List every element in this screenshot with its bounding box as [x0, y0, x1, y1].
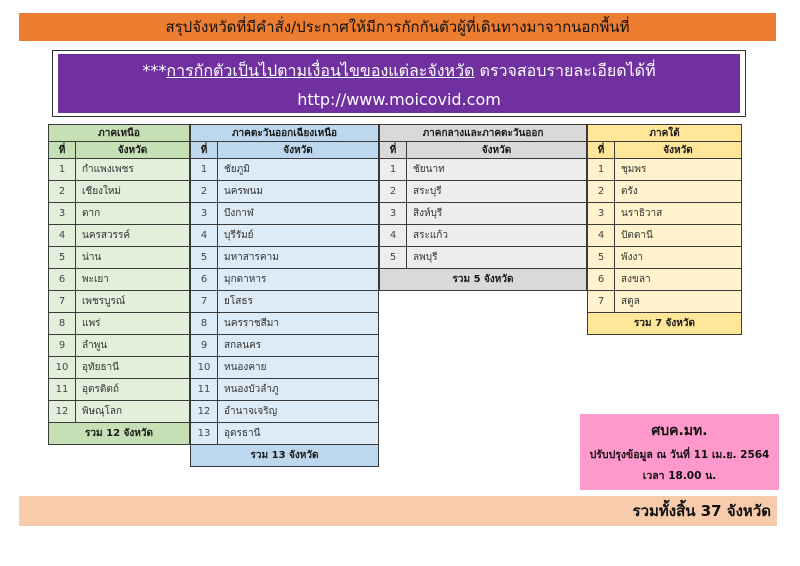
- row-number: 1: [191, 159, 218, 181]
- update-date: ปรับปรุงข้อมูล ณ วันที่ 11 เม.ย. 2564: [589, 449, 770, 461]
- province-name: สิงห์บุรี: [407, 203, 587, 225]
- province-name: บุรีรัมย์: [218, 225, 379, 247]
- table-row: [191, 335, 379, 357]
- row-number: 8: [191, 313, 218, 335]
- table-row: [191, 401, 379, 423]
- province-name: นครสวรรค์: [76, 225, 190, 247]
- row-number: 1: [49, 159, 76, 181]
- table-row: [49, 247, 190, 269]
- table-row: [588, 203, 742, 225]
- row-number: 12: [191, 401, 218, 423]
- province-name: สงขลา: [615, 269, 742, 291]
- table-row: [588, 269, 742, 291]
- province-name: ตาก: [76, 203, 190, 225]
- province-name: ปัตตานี: [615, 225, 742, 247]
- province-name: สระบุรี: [407, 181, 587, 203]
- page-title: สรุปจังหวัดที่มีคำสั่ง/ประกาศให้มีการกักกันตัวผู้ที่เดินทางมาจากนอกพื้นที่: [165, 18, 630, 36]
- row-number: 2: [380, 181, 407, 203]
- table-row: [191, 423, 379, 445]
- table-row: [588, 291, 742, 313]
- row-number: 5: [380, 247, 407, 269]
- table-central-east-region: [379, 124, 587, 291]
- table-row: [49, 357, 190, 379]
- row-number: 2: [191, 181, 218, 203]
- row-number: 12: [49, 401, 76, 423]
- table-row: [191, 203, 379, 225]
- col-header-number: ที่: [49, 142, 76, 159]
- row-number: 6: [191, 269, 218, 291]
- province-name: กำแพงเพชร: [76, 159, 190, 181]
- province-name: อุตรดิตถ์: [76, 379, 190, 401]
- row-number: 11: [191, 379, 218, 401]
- col-header-number: ที่: [191, 142, 218, 159]
- row-number: 6: [49, 269, 76, 291]
- page-title-banner: [19, 13, 776, 41]
- province-name: ลำพูน: [76, 335, 190, 357]
- table-row: [49, 379, 190, 401]
- table-row: [380, 203, 587, 225]
- grand-total: รวมทั้งสิ้น 37 จังหวัด: [632, 502, 771, 520]
- province-name: บึงกาฬ: [218, 203, 379, 225]
- region-total: รวม 12 จังหวัด: [49, 423, 190, 445]
- table-row: [191, 379, 379, 401]
- province-name: ชัยนาท: [407, 159, 587, 181]
- region-total: รวม 5 จังหวัด: [380, 269, 587, 291]
- row-number: 6: [588, 269, 615, 291]
- province-name: เพชรบูรณ์: [76, 291, 190, 313]
- notice-frame: [52, 50, 746, 117]
- row-number: 9: [191, 335, 218, 357]
- row-number: 10: [49, 357, 76, 379]
- row-number: 3: [49, 203, 76, 225]
- row-number: 3: [191, 203, 218, 225]
- province-name: นครพนม: [218, 181, 379, 203]
- row-number: 11: [49, 379, 76, 401]
- table-row: [588, 181, 742, 203]
- province-name: อุทัยธานี: [76, 357, 190, 379]
- province-name: หนองบัวลำภู: [218, 379, 379, 401]
- province-name: สตูล: [615, 291, 742, 313]
- row-number: 1: [588, 159, 615, 181]
- table-row: [380, 181, 587, 203]
- row-number: 2: [588, 181, 615, 203]
- province-name: ยโสธร: [218, 291, 379, 313]
- row-number: 3: [380, 203, 407, 225]
- row-number: 7: [49, 291, 76, 313]
- table-row: [380, 159, 587, 181]
- province-name: สระแก้ว: [407, 225, 587, 247]
- province-name: พะเยา: [76, 269, 190, 291]
- province-name: พิษณุโลก: [76, 401, 190, 423]
- row-number: 10: [191, 357, 218, 379]
- region-total: รวม 13 จังหวัด: [191, 445, 379, 467]
- table-row: [380, 225, 587, 247]
- row-number: 5: [191, 247, 218, 269]
- province-name: ชัยภูมิ: [218, 159, 379, 181]
- col-header-province: จังหวัด: [615, 142, 742, 159]
- table-north-region: [48, 124, 190, 445]
- row-number: 7: [191, 291, 218, 313]
- region-total: รวม 7 จังหวัด: [588, 313, 742, 335]
- table-south-region: [587, 124, 742, 335]
- table-row: [191, 247, 379, 269]
- row-number: 4: [49, 225, 76, 247]
- grand-total-banner: [19, 496, 777, 526]
- province-name: เชียงใหม่: [76, 181, 190, 203]
- table-row: [49, 159, 190, 181]
- notice-suffix: ตรวจสอบรายละเอียดได้ที่: [474, 60, 656, 80]
- row-number: 5: [49, 247, 76, 269]
- notice-prefix: ***: [142, 60, 167, 80]
- province-name: มุกดาหาร: [218, 269, 379, 291]
- province-name: นครราชสีมา: [218, 313, 379, 335]
- row-number: 2: [49, 181, 76, 203]
- row-number: 9: [49, 335, 76, 357]
- province-name: พังงา: [615, 247, 742, 269]
- update-time: เวลา 18.00 น.: [642, 470, 717, 482]
- table-row: [191, 225, 379, 247]
- row-number: 8: [49, 313, 76, 335]
- row-number: 13: [191, 423, 218, 445]
- notice-box: [58, 54, 740, 113]
- row-number: 3: [588, 203, 615, 225]
- province-name: อำนาจเจริญ: [218, 401, 379, 423]
- province-name: แพร่: [76, 313, 190, 335]
- province-name: มหาสารคาม: [218, 247, 379, 269]
- row-number: 4: [380, 225, 407, 247]
- region-header: ภาคเหนือ: [49, 125, 190, 142]
- row-number: 4: [191, 225, 218, 247]
- province-name: ชุมพร: [615, 159, 742, 181]
- col-header-number: ที่: [588, 142, 615, 159]
- table-row: [588, 225, 742, 247]
- region-header: ภาคกลางและภาคตะวันออก: [380, 125, 587, 142]
- province-name: ตรัง: [615, 181, 742, 203]
- province-name: นราธิวาส: [615, 203, 742, 225]
- update-info-box: [580, 414, 779, 490]
- table-row: [49, 225, 190, 247]
- notice-text: [142, 59, 655, 84]
- province-name: สกลนคร: [218, 335, 379, 357]
- province-name: น่าน: [76, 247, 190, 269]
- table-row: [588, 159, 742, 181]
- table-row: [49, 401, 190, 423]
- table-northeast-region: [190, 124, 379, 467]
- row-number: 7: [588, 291, 615, 313]
- table-row: [49, 335, 190, 357]
- col-header-number: ที่: [380, 142, 407, 159]
- table-row: [191, 159, 379, 181]
- table-row: [588, 247, 742, 269]
- table-row: [191, 313, 379, 335]
- table-row: [49, 291, 190, 313]
- col-header-province: จังหวัด: [76, 142, 190, 159]
- table-row: [49, 181, 190, 203]
- update-organization: ศบค.มท.: [651, 423, 708, 439]
- col-header-province: จังหวัด: [407, 142, 587, 159]
- table-row: [49, 269, 190, 291]
- col-header-province: จังหวัด: [218, 142, 379, 159]
- table-row: [191, 357, 379, 379]
- province-name: หนองคาย: [218, 357, 379, 379]
- region-header: ภาคตะวันออกเฉียงเหนือ: [191, 125, 379, 142]
- table-row: [380, 247, 587, 269]
- table-row: [49, 313, 190, 335]
- province-name: อุดรธานี: [218, 423, 379, 445]
- notice-condition-link: การกักตัวเป็นไปตามเงื่อนไขของแต่ละจังหวัด: [166, 60, 475, 80]
- region-header: ภาคใต้: [588, 125, 742, 142]
- table-row: [191, 291, 379, 313]
- row-number: 1: [380, 159, 407, 181]
- table-row: [49, 203, 190, 225]
- row-number: 4: [588, 225, 615, 247]
- province-name: ลพบุรี: [407, 247, 587, 269]
- table-row: [191, 181, 379, 203]
- table-row: [191, 269, 379, 291]
- notice-url[interactable]: http://www.moicovid.com: [297, 89, 501, 109]
- row-number: 5: [588, 247, 615, 269]
